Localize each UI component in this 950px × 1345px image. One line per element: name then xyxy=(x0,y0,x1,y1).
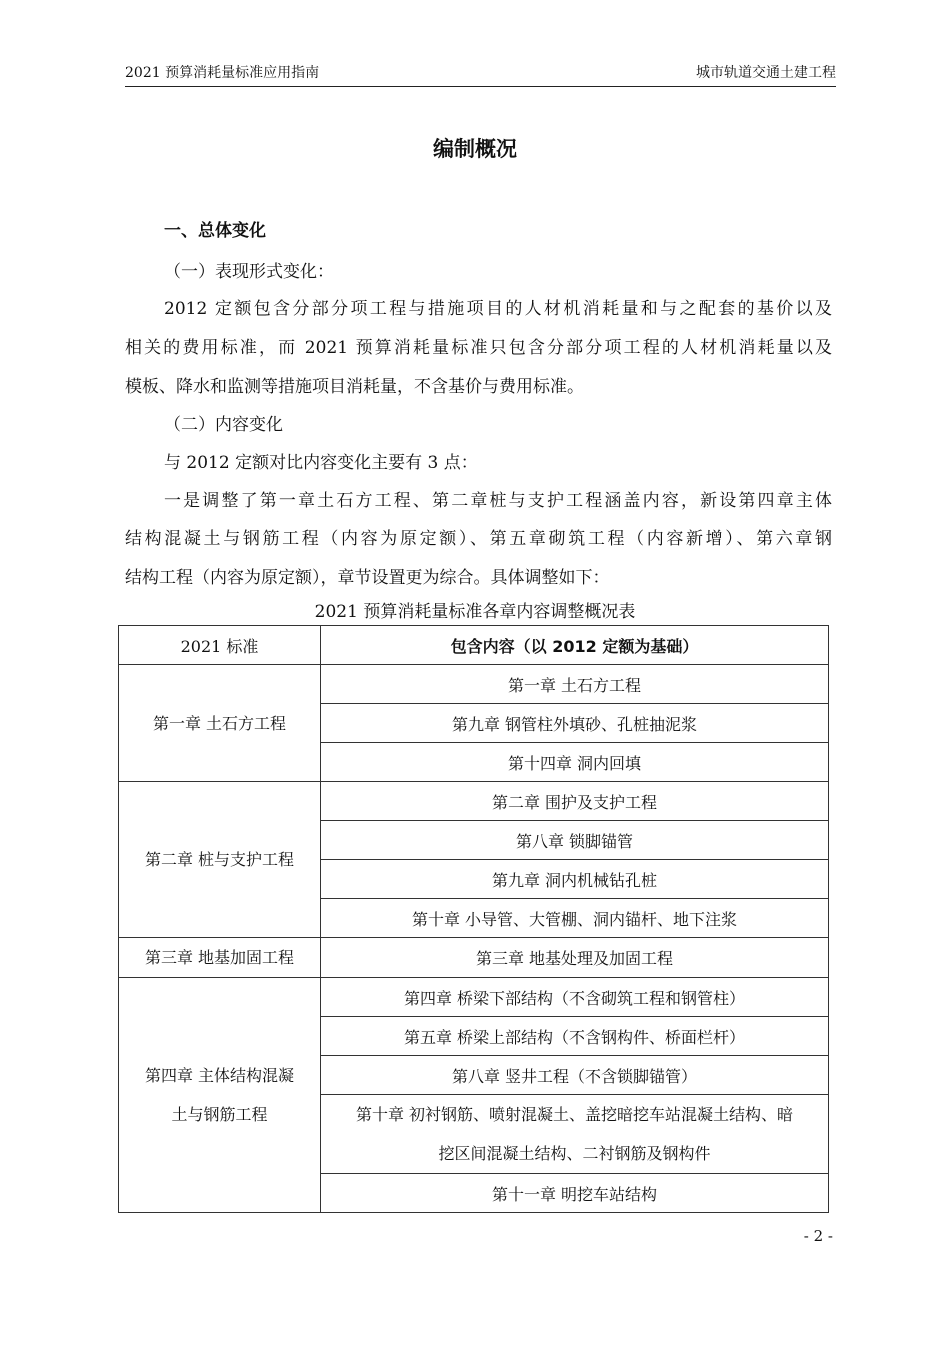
group-name-ch4 xyxy=(119,978,321,1213)
header-right: 城市轨道交通土建工程 xyxy=(696,65,836,81)
table-cell-line: 挖区间混凝土结构、二衬钢筋及钢构件 xyxy=(438,1144,711,1163)
page-header xyxy=(125,64,836,87)
table-cell: 第十四章 洞内回填 xyxy=(321,743,829,782)
table-cell: 第三章 地基处理及加固工程 xyxy=(321,938,829,978)
para1-line3: 模板、降水和监测等措施项目消耗量，不含基价与费用标准。 xyxy=(125,377,584,397)
header-left: 2021 预算消耗量标准应用指南 xyxy=(125,65,320,81)
section-heading: 一、总体变化 xyxy=(164,221,266,241)
para3-line2: 结构混凝土与钢筋工程（内容为原定额）、第五章砌筑工程（内容新增）、第六章钢 xyxy=(125,529,832,549)
group-name-ch1: 第一章 土石方工程 xyxy=(119,665,321,782)
table-header-content: 包含内容（以 2012 定额为基础） xyxy=(321,626,829,665)
group-name-ch3: 第三章 地基加固工程 xyxy=(119,938,321,978)
para2: 与 2012 定额对比内容变化主要有 3 点： xyxy=(164,453,478,473)
table-cell: 第四章 桥梁下部结构（不含砌筑工程和钢管柱） xyxy=(321,978,829,1017)
subheading-form: （一）表现形式变化： xyxy=(164,262,334,282)
table-cell: 第一章 土石方工程 xyxy=(321,665,829,704)
page-title: 编制概况 xyxy=(433,137,517,161)
group-name-ch2: 第二章 桩与支护工程 xyxy=(119,782,321,938)
table-row xyxy=(119,782,829,821)
table-header-row xyxy=(119,626,829,665)
chapter-adjustment-table xyxy=(118,625,829,1213)
table-header-standard: 2021 标准 xyxy=(119,626,321,665)
table-cell: 第十章 小导管、大管棚、洞内锚杆、地下注浆 xyxy=(321,899,829,938)
table-cell: 第十一章 明挖车站结构 xyxy=(321,1174,829,1213)
table-cell-line: 第十章 初衬钢筋、喷射混凝土、盖挖暗挖车站混凝土结构、暗 xyxy=(355,1105,794,1124)
table-row xyxy=(119,978,829,1017)
para1-line2: 相关的费用标准，而 2021 预算消耗量标准只包含分部分项工程的人材机消耗量以及 xyxy=(125,338,832,358)
table-cell: 第九章 钢管柱外填砂、孔桩抽泥浆 xyxy=(321,704,829,743)
para3-line3: 结构工程（内容为原定额），章节设置更为综合。具体调整如下： xyxy=(125,568,610,588)
table-cell xyxy=(321,1095,829,1174)
table-cell: 第九章 洞内机械钻孔桩 xyxy=(321,860,829,899)
para1-line1: 2012 定额包含分部分项工程与措施项目的人材机消耗量和与之配套的基价以及 xyxy=(164,299,832,319)
para3-line1: 一是调整了第一章土石方工程、第二章桩与支护工程涵盖内容，新设第四章主体 xyxy=(164,491,832,511)
group-name-ch4-line2: 土与钢筋工程 xyxy=(171,1105,268,1124)
page-number: - 2 - xyxy=(803,1227,833,1245)
table-row xyxy=(119,665,829,704)
table-cell: 第二章 围护及支护工程 xyxy=(321,782,829,821)
group-name-ch4-line1: 第四章 主体结构混凝 xyxy=(144,1066,295,1085)
table-cell: 第八章 竖井工程（不含锁脚锚管） xyxy=(321,1056,829,1095)
table-caption: 2021 预算消耗量标准各章内容调整概况表 xyxy=(314,602,636,622)
table-row xyxy=(119,938,829,978)
subheading-content: （二）内容变化 xyxy=(164,415,283,435)
table-cell: 第八章 锁脚锚管 xyxy=(321,821,829,860)
table-cell: 第五章 桥梁上部结构（不含钢构件、桥面栏杆） xyxy=(321,1017,829,1056)
